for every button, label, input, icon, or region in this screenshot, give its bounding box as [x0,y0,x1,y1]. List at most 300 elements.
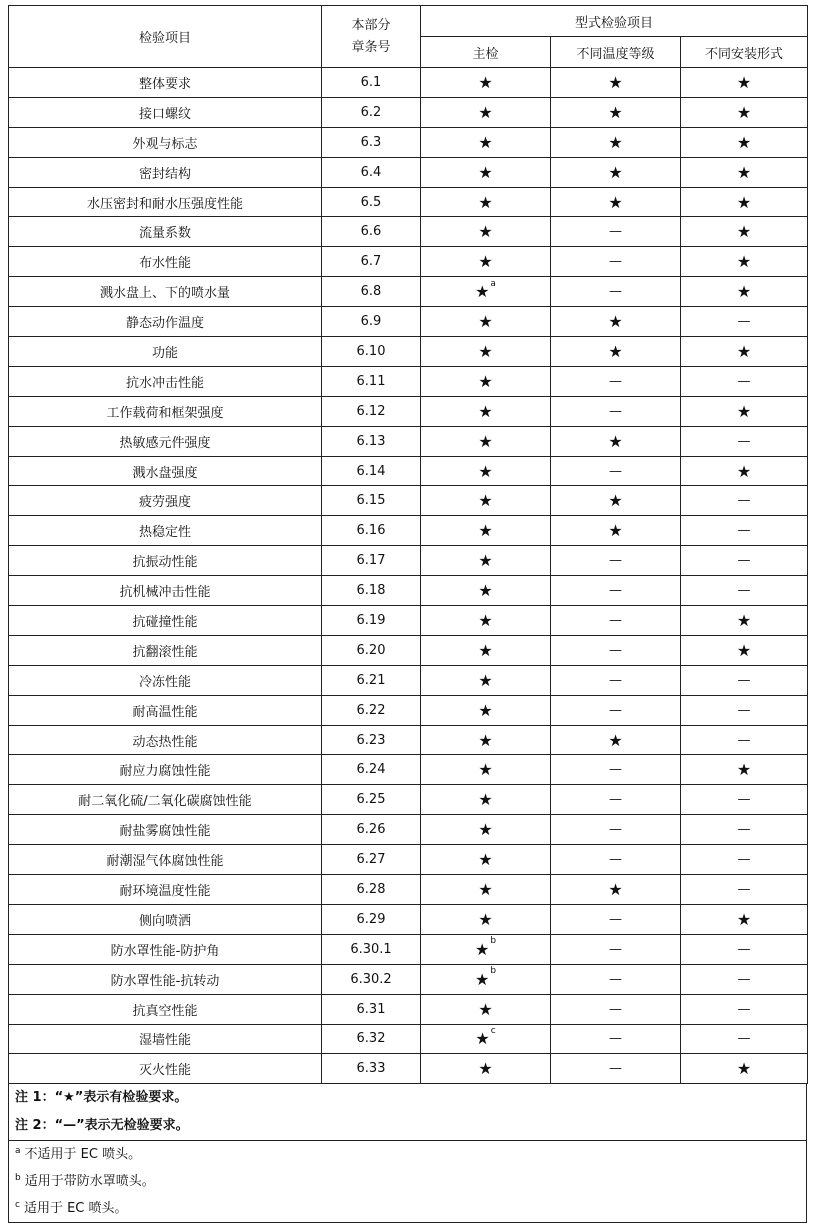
cell-main-value: ★ [478,790,493,810]
cell-install-value: — [737,314,751,330]
cell-temp [551,845,681,875]
cell-item [9,755,322,785]
cell-temp-value: — [609,583,622,599]
cell-clause-value: 6.17 [356,553,386,569]
table-row [9,875,808,905]
cell-clause [322,396,421,426]
cell-clause-value: 6.3 [360,134,382,150]
cell-clause [322,516,421,546]
cell-clause [322,366,421,396]
cell-temp-value: — [609,373,622,389]
cell-item [9,845,322,875]
cell-install-value: — [737,732,751,748]
cell-clause-value: 6.30.2 [350,971,392,987]
cell-temp-value: ★ [608,312,623,332]
cell-install [681,1054,808,1084]
cell-clause [322,217,421,247]
header-clause-line1: 本部分 [351,17,391,33]
cell-temp-value: — [609,463,622,479]
cell-install [681,964,808,994]
cell-main-value: ★ [478,162,493,182]
cell-temp-value: — [609,224,622,240]
table-row [9,755,808,785]
table-row [9,934,808,964]
cell-install [681,994,808,1024]
cell-install-value: — [737,971,751,987]
cell-install-value: — [737,881,751,897]
cell-clause [322,157,421,187]
cell-install-value: — [737,493,751,509]
cell-clause [322,127,421,157]
note-2: 注 2：“—”表示无检验要求。 [15,1118,189,1134]
cell-temp [551,486,681,516]
cell-temp-value: ★ [608,72,623,92]
cell-install-value: ★ [736,102,752,122]
cell-install-value: ★ [736,640,752,660]
footnotes-block [9,1140,806,1222]
cell-temp [551,366,681,396]
cell-item-value: 抗水冲击性能 [125,375,204,391]
cell-item [9,127,322,157]
cell-main [421,277,551,307]
cell-install-value: ★ [736,192,752,212]
cell-item [9,934,322,964]
cell-item [9,456,322,486]
cell-clause-value: 6.26 [356,822,386,838]
cell-temp-value: — [609,254,622,270]
cell-clause-value: 6.21 [356,672,386,688]
cell-clause-value: 6.1 [360,74,382,90]
cell-main-value: ★ [478,1059,493,1079]
cell-item [9,426,322,456]
cell-item-value: 工作载荷和框架强度 [106,405,224,421]
cell-clause-value: 6.18 [356,583,386,599]
table-row [9,606,808,636]
table-row [9,366,808,396]
table-row [9,277,808,307]
cell-temp-value: — [609,1061,622,1077]
cell-install-value: — [737,941,751,957]
cell-main-value: ★ [478,401,493,421]
cell-clause-value: 6.19 [356,612,386,628]
header-clause-line2: 章条号 [351,39,391,55]
cell-install [681,665,808,695]
footnote-mark: a [15,1146,21,1157]
cell-item [9,337,322,367]
cell-clause [322,456,421,486]
cell-clause-value: 6.6 [360,224,382,240]
cell-temp [551,606,681,636]
cell-install-value: ★ [736,162,752,182]
cell-install-value: ★ [736,252,752,272]
cell-install [681,875,808,905]
cell-main-value: ★ [478,491,493,511]
cell-item-value: 热敏感元件强度 [119,435,211,451]
table-row [9,904,808,934]
cell-temp [551,755,681,785]
table-row [9,576,808,606]
cell-clause [322,665,421,695]
table-row [9,1054,808,1084]
cell-main [421,1024,551,1054]
cell-item [9,396,322,426]
cell-item [9,277,322,307]
cell-main [421,695,551,725]
cell-install [681,247,808,277]
table-row [9,307,808,337]
cell-temp-value: — [609,1031,622,1047]
cell-item-value: 整体要求 [138,76,191,92]
footnote-ref: c [490,1026,496,1037]
cell-clause [322,546,421,576]
cell-item-value: 抗机械冲击性能 [119,585,211,601]
table-row [9,994,808,1024]
cell-temp-value: ★ [608,102,623,122]
cell-temp-value: ★ [608,132,623,152]
cell-main [421,217,551,247]
cell-clause-value: 6.4 [360,164,382,180]
cell-temp-value: — [609,911,622,927]
cell-item-value: 侧向喷洒 [138,913,191,929]
cell-main [421,68,551,98]
cell-temp-value: ★ [608,491,623,511]
cell-main-value: ★ [478,132,493,152]
cell-clause-value: 6.30.1 [350,941,392,957]
cell-temp [551,127,681,157]
cell-install [681,187,808,217]
cell-main-value: ★ [478,431,493,451]
cell-main-value: ★ [478,341,493,361]
cell-temp [551,187,681,217]
cell-temp [551,725,681,755]
cell-main [421,127,551,157]
cell-temp-value: ★ [608,431,623,451]
cell-temp-value: — [609,941,622,957]
cell-temp [551,964,681,994]
table-row [9,97,808,127]
footnote-ref: b [490,936,497,947]
cell-install [681,606,808,636]
cell-item-value: 防水罩性能-抗转动 [110,973,220,989]
cell-item [9,725,322,755]
cell-item [9,665,322,695]
cell-clause-value: 6.22 [356,702,386,718]
cell-item-value: 抗振动性能 [132,555,198,571]
table-row [9,964,808,994]
cell-clause [322,785,421,815]
cell-item [9,217,322,247]
cell-install-value: — [737,702,751,718]
cell-install [681,486,808,516]
cell-item [9,1024,322,1054]
cell-item-value: 灭火性能 [138,1063,191,1079]
cell-temp [551,576,681,606]
cell-item-value: 耐潮湿气体腐蚀性能 [106,854,224,870]
table-row [9,396,808,426]
cell-clause-value: 6.13 [356,433,386,449]
cell-install-value: ★ [736,222,752,242]
cell-install-value: — [737,583,751,599]
cell-install [681,934,808,964]
cell-item [9,68,322,98]
cell-item-value: 动态热性能 [132,734,198,750]
cell-main-value: ★ [478,640,493,660]
cell-item [9,635,322,665]
cell-temp-value: — [609,1001,622,1017]
cell-temp-value: ★ [608,879,623,899]
cell-install [681,904,808,934]
cell-item-value: 布水性能 [138,256,191,272]
cell-clause-value: 6.29 [356,911,386,927]
cell-item-value: 耐高温性能 [132,704,198,720]
cell-install-value: — [737,822,751,838]
cell-install [681,157,808,187]
cell-main [421,187,551,217]
table-row [9,157,808,187]
cell-clause-value: 6.16 [356,523,386,539]
cell-install-value: ★ [736,282,752,302]
table-row [9,785,808,815]
cell-main [421,337,551,367]
cell-main [421,516,551,546]
cell-temp-value: — [609,702,622,718]
cell-temp [551,396,681,426]
footnote-ref: b [490,966,497,977]
cell-temp [551,665,681,695]
cell-install-value: ★ [736,461,752,481]
cell-clause-value: 6.11 [356,373,386,389]
cell-item-value: 接口螺纹 [138,106,191,122]
cell-clause [322,1024,421,1054]
cell-temp-value: — [609,284,622,300]
table-row [9,247,808,277]
cell-clause-value: 6.2 [360,104,382,120]
cell-temp [551,695,681,725]
cell-install-value: ★ [736,401,752,421]
cell-main [421,845,551,875]
cell-item-value: 密封结构 [138,166,191,182]
cell-item [9,964,322,994]
cell-item [9,875,322,905]
footnote-mark: b [15,1173,21,1184]
cell-clause [322,187,421,217]
footnote-mark: c [15,1200,20,1211]
cell-install-value: ★ [736,909,752,929]
cell-main [421,157,551,187]
cell-temp-value: — [609,642,622,658]
cell-clause-value: 6.12 [356,403,386,419]
cell-temp-value: — [609,403,622,419]
cell-main [421,456,551,486]
cell-item [9,486,322,516]
table-row [9,815,808,845]
cell-main-value: ★ [478,192,493,212]
inspection-items-table [8,5,808,1084]
cell-install [681,127,808,157]
header-row-1 [9,6,808,37]
header-install: 不同安装形式 [681,37,808,68]
cell-item-value: 水压密封和耐水压强度性能 [86,196,243,212]
footnote-text: 不适用于 EC 喷头。 [24,1147,142,1163]
cell-item-value: 冷冻性能 [138,674,191,690]
cell-install-value: — [737,792,751,808]
cell-main [421,366,551,396]
table-row [9,426,808,456]
cell-clause-value: 6.15 [356,493,386,509]
header-temp: 不同温度等级 [551,37,681,68]
cell-clause-value: 6.32 [356,1031,386,1047]
footnote-b [9,1168,806,1195]
table-row [9,1024,808,1054]
cell-item [9,606,322,636]
cell-main [421,426,551,456]
cell-item-value: 耐二氧化硫/二氧化碳腐蚀性能 [78,794,252,810]
cell-install-value: ★ [736,132,752,152]
cell-install-value: — [737,672,751,688]
cell-install [681,815,808,845]
cell-temp [551,546,681,576]
cell-main-value: ★ [478,312,493,332]
cell-main [421,606,551,636]
cell-item [9,307,322,337]
cell-clause-value: 6.25 [356,792,386,808]
table-row [9,635,808,665]
footnote-c [9,1195,806,1222]
cell-item [9,187,322,217]
cell-install-value: ★ [736,341,752,361]
cell-temp-value: — [609,792,622,808]
cell-main-value: ★ [478,700,493,720]
notes-section [8,1084,807,1223]
footnote-ref: a [490,278,496,289]
cell-temp-value: — [609,762,622,778]
cell-clause-value: 6.31 [356,1001,386,1017]
cell-item-value: 抗真空性能 [132,1003,198,1019]
cell-item-value: 外观与标志 [132,136,198,152]
cell-install-value: — [737,373,751,389]
cell-main-value: ★ [478,581,493,601]
cell-clause-value: 6.8 [360,284,382,300]
cell-item [9,516,322,546]
cell-item-value: 溅水盘上、下的喷水量 [99,286,230,302]
cell-clause [322,695,421,725]
cell-clause [322,964,421,994]
cell-temp-value: ★ [608,730,623,750]
cell-main [421,97,551,127]
cell-main [421,396,551,426]
cell-item-value: 溅水盘强度 [132,465,198,481]
cell-install-value: — [737,1031,751,1047]
table-row [9,187,808,217]
cell-install [681,277,808,307]
cell-install [681,217,808,247]
inspection-table-container [8,5,807,1223]
cell-temp-value: — [609,822,622,838]
cell-item-value: 抗翻滚性能 [132,644,198,660]
cell-main [421,635,551,665]
cell-clause-value: 6.27 [356,852,386,868]
table-row [9,486,808,516]
cell-install [681,97,808,127]
cell-clause [322,635,421,665]
header-type-group: 型式检验项目 [421,6,808,37]
cell-main [421,725,551,755]
cell-item [9,247,322,277]
cell-install [681,576,808,606]
table-row [9,845,808,875]
footnote-a [9,1141,806,1168]
cell-temp-value: — [609,971,622,987]
cell-temp-value: — [609,612,622,628]
cell-clause [322,755,421,785]
header-clause [322,6,421,68]
cell-temp [551,247,681,277]
cell-install [681,516,808,546]
cell-main [421,665,551,695]
cell-main-value: ★ [478,461,493,481]
cell-main [421,1054,551,1084]
cell-install [681,307,808,337]
cell-temp [551,635,681,665]
cell-install-value: — [737,1001,751,1017]
cell-clause [322,307,421,337]
cell-temp [551,934,681,964]
cell-install [681,337,808,367]
cell-item-value: 耐应力腐蚀性能 [119,764,211,780]
table-row [9,127,808,157]
cell-item [9,97,322,127]
cell-main [421,875,551,905]
cell-item [9,994,322,1024]
cell-item [9,366,322,396]
cell-clause-value: 6.14 [356,463,386,479]
cell-temp [551,904,681,934]
cell-temp [551,307,681,337]
cell-main [421,755,551,785]
cell-main-value: ★ [478,551,493,571]
cell-main-value: ★ [478,850,493,870]
cell-main-value: ★$^b$ [474,966,497,989]
cell-clause [322,845,421,875]
cell-install [681,396,808,426]
cell-main-value: ★ [478,102,493,122]
cell-item [9,815,322,845]
cell-install [681,456,808,486]
cell-install [681,635,808,665]
cell-main-value: ★ [478,252,493,272]
cell-clause-value: 6.5 [360,194,382,210]
cell-item [9,576,322,606]
table-body [9,68,808,1084]
cell-main [421,486,551,516]
cell-clause-value: 6.24 [356,762,386,778]
cell-temp-value: — [609,852,622,868]
cell-main-value: ★$^a$ [475,278,496,302]
cell-install [681,68,808,98]
cell-temp [551,277,681,307]
cell-install-value: ★ [736,610,752,630]
cell-install [681,426,808,456]
cell-clause [322,815,421,845]
table-row [9,695,808,725]
cell-install [681,366,808,396]
cell-item [9,1054,322,1084]
cell-clause [322,426,421,456]
cell-clause-value: 6.28 [356,881,386,897]
cell-clause [322,994,421,1024]
cell-clause [322,337,421,367]
cell-main [421,785,551,815]
